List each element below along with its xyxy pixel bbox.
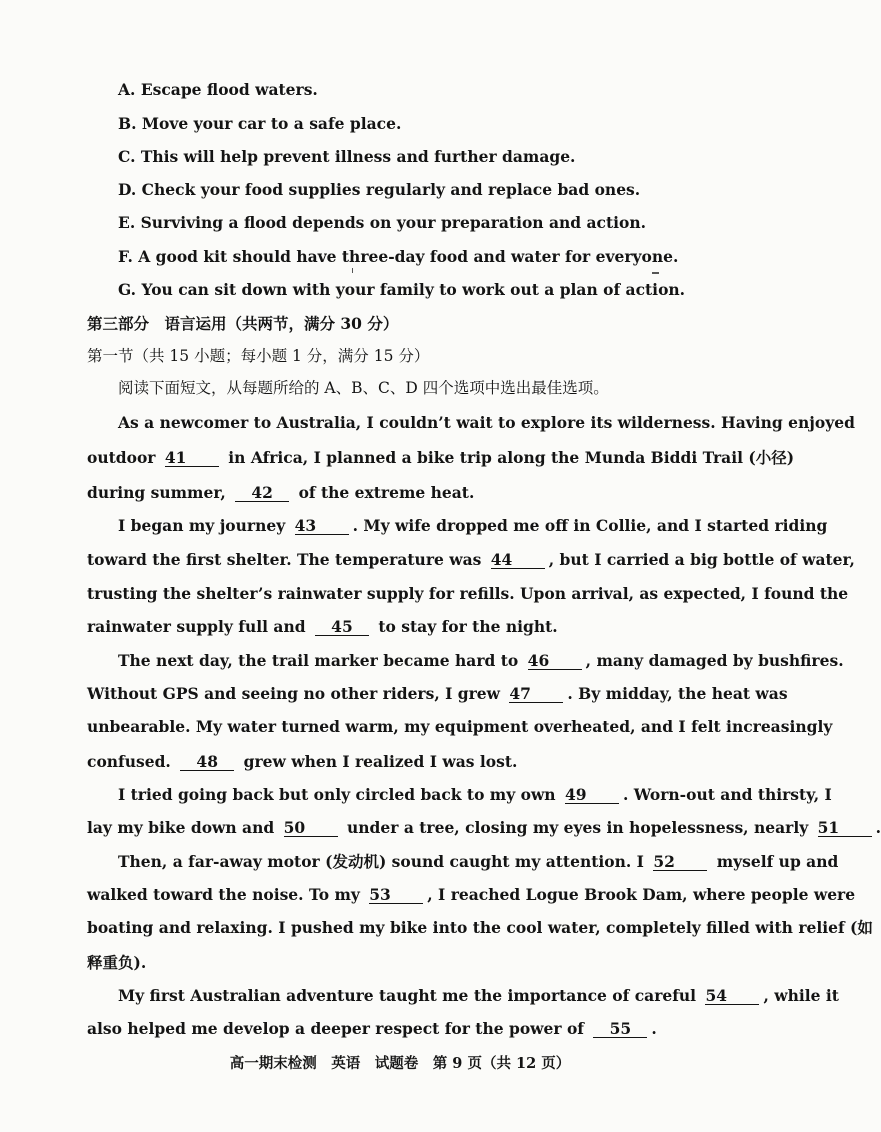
scan-speck — [652, 272, 659, 274]
page-footer: 高一期末检测 英语 试题卷 第 9 页（共 12 页） — [229, 1055, 571, 1072]
subsection-title: 第一节（共 15 小题；每小题 1 分，满分 15 分） — [87, 347, 430, 365]
option-f: F. A good kit should have three-day food and water for everyone. — [118, 247, 679, 266]
passage-line: I began my journey 43 . My wife dropped me off in Collie, and I started riding — [118, 516, 828, 535]
passage-line: boating and relaxing. I pushed my bike into the cool water, completely filled with relief (如 — [87, 918, 873, 937]
passage-line: I tried going back but only circled back to my own 49 . Worn-out and thirsty, I — [118, 785, 832, 804]
passage-line: The next day, the trail marker became hard to 46 , many damaged by bushfires. — [118, 651, 844, 670]
part-title: 第三部分 语言运用（共两节，满分 30 分） — [87, 314, 399, 333]
blank-43[interactable]: 43 — [295, 517, 349, 535]
passage-line: trusting the shelter’s rainwater supply for refills. Upon arrival, as expected, I found the — [87, 584, 849, 603]
option-g: G. You can sit down with your family to work out a plan of action. — [118, 280, 686, 299]
option-e: E. Surviving a flood depends on your preparation and action. — [118, 213, 647, 232]
passage-line: outdoor 41 in Africa, I planned a bike trip along the Munda Biddi Trail (小径) — [87, 448, 795, 467]
blank-54[interactable]: 54 — [705, 987, 759, 1005]
passage-line: toward the first shelter. The temperature was 44 , but I carried a big bottle of water, — [87, 550, 855, 569]
passage-line: As a newcomer to Australia, I couldn’t wait to explore its wilderness. Having enjoyed — [118, 413, 855, 432]
passage-line: Without GPS and seeing no other riders, I grew 47 . By midday, the heat was — [87, 684, 788, 703]
passage-line: My first Australian adventure taught me the importance of careful 54 , while it — [118, 986, 839, 1005]
blank-55[interactable]: 55 — [593, 1020, 647, 1038]
option-b: B. Move your car to a safe place. — [118, 114, 402, 133]
blank-53[interactable]: 53 — [369, 886, 423, 904]
blank-51[interactable]: 51 — [818, 819, 872, 837]
passage-line: confused. 48 grew when I realized I was lost. — [87, 752, 518, 771]
blank-45[interactable]: 45 — [315, 618, 369, 636]
blank-41[interactable]: 41 — [165, 449, 219, 467]
blank-49[interactable]: 49 — [565, 786, 619, 804]
passage-line: lay my bike down and 50 under a tree, closing my eyes in hopelessness, nearly 51 . — [87, 818, 881, 837]
scan-speck — [352, 268, 353, 273]
passage-line: walked toward the noise. To my 53 , I reached Logue Brook Dam, where people were — [87, 885, 856, 904]
blank-47[interactable]: 47 — [509, 685, 563, 703]
blank-52[interactable]: 52 — [653, 853, 707, 871]
blank-46[interactable]: 46 — [528, 652, 582, 670]
instruction: 阅读下面短文，从每题所给的 A、B、C、D 四个选项中选出最佳选项。 — [118, 379, 609, 397]
passage-line: also helped me develop a deeper respect for the power of 55 . — [87, 1019, 657, 1038]
passage-line: 释重负). — [87, 953, 147, 972]
blank-44[interactable]: 44 — [491, 551, 545, 569]
option-d: D. Check your food supplies regularly and replace bad ones. — [118, 180, 641, 199]
option-c: C. This will help prevent illness and further damage. — [118, 147, 576, 166]
blank-42[interactable]: 42 — [235, 484, 289, 502]
blank-48[interactable]: 48 — [180, 753, 234, 771]
blank-50[interactable]: 50 — [284, 819, 338, 837]
passage-line: unbearable. My water turned warm, my equipment overheated, and I felt increasingly — [87, 717, 833, 736]
option-a: A. Escape flood waters. — [118, 80, 318, 99]
passage-line: rainwater supply full and 45 to stay for the night. — [87, 617, 558, 636]
passage-line: during summer, 42 of the extreme heat. — [87, 483, 475, 502]
passage-line: Then, a far-away motor (发动机) sound caught my attention. I 52 myself up and — [118, 852, 839, 871]
